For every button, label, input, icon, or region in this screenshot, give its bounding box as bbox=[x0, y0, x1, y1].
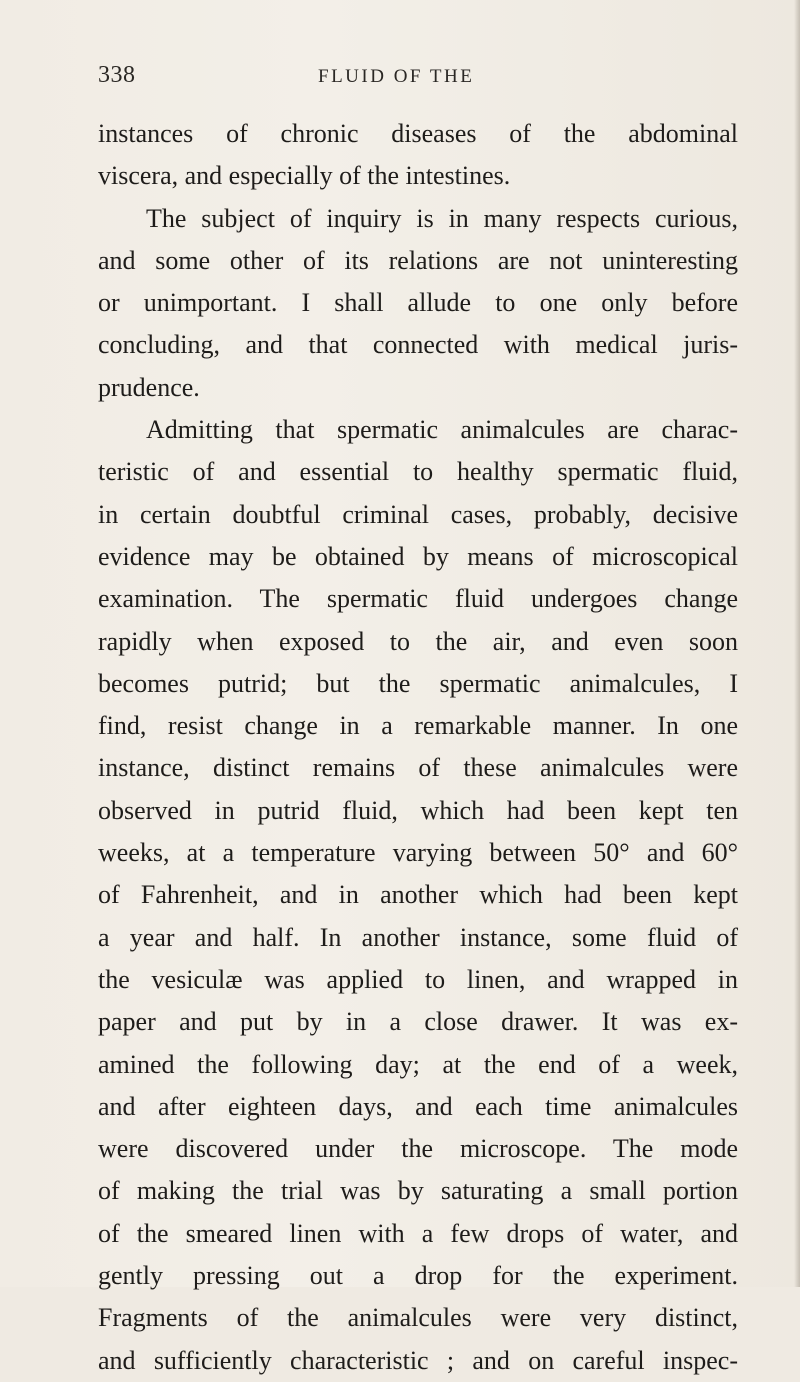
text-line: rapidly when exposed to the air, and even soon bbox=[98, 626, 738, 656]
text-line: instances of chronic diseases of the abdominal bbox=[98, 119, 738, 148]
text-line: of the smeared linen with a few drops of water, and bbox=[98, 1218, 738, 1248]
text-line: prudence. bbox=[98, 372, 200, 402]
page-edge-shadow bbox=[794, 0, 800, 1287]
body-text bbox=[98, 113, 738, 1382]
text-line: evidence may be obtained by means of microscopical bbox=[98, 541, 738, 571]
page-header bbox=[98, 62, 738, 96]
text-line: the vesiculæ was applied to linen, and wrapped in bbox=[98, 964, 738, 994]
text-line: in certain doubtful criminal cases, probably, decisive bbox=[98, 499, 738, 529]
page-number: 338 bbox=[98, 62, 136, 88]
text-line: find, resist change in a remarkable manner. In one bbox=[98, 711, 738, 741]
text-line: Fragments of the animalcules were very distinct, bbox=[98, 1303, 738, 1333]
text-line: a year and half. In another instance, some fluid of bbox=[98, 922, 738, 952]
text-line: of Fahrenheit, and in another which had been kept bbox=[98, 880, 738, 910]
text-line: gently pressing out a drop for the experiment. bbox=[98, 1261, 738, 1291]
text-line: viscera, and especially of the intestines. bbox=[98, 161, 511, 191]
text-line: weeks, at a temperature varying between 50° and 60° bbox=[98, 838, 738, 868]
paragraph-start-line: Admitting that spermatic animalcules are charac- bbox=[146, 415, 738, 445]
text-line: and some other of its relations are not uninteresting bbox=[98, 245, 738, 275]
text-line: instance, distinct remains of these animalcules were bbox=[98, 753, 738, 783]
text-line: concluding, and that connected with medical juris- bbox=[98, 330, 738, 360]
text-line: were discovered under the microscope. The mode bbox=[98, 1134, 738, 1164]
text-line: paper and put by in a close drawer. It was ex- bbox=[98, 1007, 738, 1037]
text-line: and after eighteen days, and each time animalcules bbox=[98, 1091, 738, 1121]
text-line: examination. The spermatic fluid undergoes change bbox=[98, 584, 738, 614]
text-line: becomes putrid; but the spermatic animalcules, I bbox=[98, 668, 738, 698]
running-head: FLUID OF THE bbox=[318, 66, 475, 87]
paragraph-start-line: The subject of inquiry is in many respects curious, bbox=[146, 203, 738, 233]
text-line: or unimportant. I shall allude to one only before bbox=[98, 288, 738, 318]
text-line: teristic of and essential to healthy spermatic fluid, bbox=[98, 457, 738, 487]
text-line: of making the trial was by saturating a small portion bbox=[98, 1176, 738, 1206]
text-line: amined the following day; at the end of a week, bbox=[98, 1049, 738, 1079]
text-line: and sufficiently characteristic ; and on careful inspec- bbox=[98, 1345, 738, 1375]
text-line: observed in putrid fluid, which had been kept ten bbox=[98, 795, 738, 825]
